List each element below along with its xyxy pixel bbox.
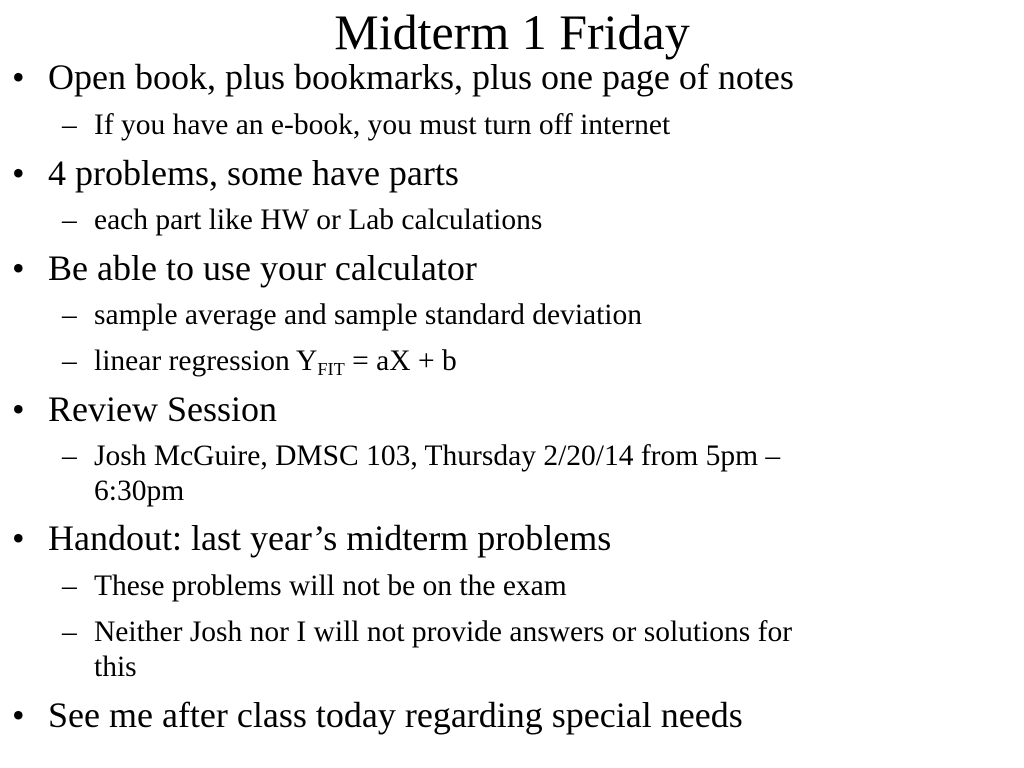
sub-item-no-answers-line1: Neither Josh nor I will not provide answers or solutions for bbox=[94, 616, 793, 648]
dash-icon: – bbox=[62, 440, 77, 472]
bullet-item-handout: Handout: last year’s midterm problems bbox=[48, 518, 612, 558]
bullet-item-review-session: Review Session bbox=[48, 389, 277, 429]
dash-icon: – bbox=[62, 345, 77, 377]
sub-item-sample-stats: sample average and sample standard deviation bbox=[94, 299, 642, 331]
sub-item-not-on-exam: These problems will not be on the exam bbox=[94, 570, 567, 602]
sub-item-review-details-line2: 6:30pm bbox=[94, 475, 185, 507]
bullet-icon: • bbox=[12, 518, 25, 558]
dash-icon: – bbox=[62, 299, 77, 331]
sub-item-no-answers-line2: this bbox=[94, 651, 137, 683]
bullet-icon: • bbox=[12, 248, 25, 288]
bullet-icon: • bbox=[12, 695, 25, 735]
dash-icon: – bbox=[62, 109, 77, 141]
bullet-icon: • bbox=[12, 153, 25, 193]
sub-item-part-calculations: each part like HW or Lab calculations bbox=[94, 204, 543, 236]
sub-item-review-details-line1: Josh McGuire, DMSC 103, Thursday 2/20/14 from 5pm – bbox=[94, 440, 781, 472]
bullet-icon: • bbox=[12, 57, 25, 97]
bullet-item-problems: 4 problems, some have parts bbox=[48, 153, 459, 193]
bullet-item-open-book: Open book, plus bookmarks, plus one page of notes bbox=[48, 57, 794, 97]
bullet-icon: • bbox=[12, 389, 25, 429]
regression-suffix: = aX + b bbox=[344, 345, 457, 377]
sub-item-linear-regression bbox=[94, 344, 457, 378]
regression-prefix: linear regression Y bbox=[94, 345, 318, 377]
sub-item-ebook: If you have an e-book, you must turn off internet bbox=[94, 109, 671, 141]
dash-icon: – bbox=[62, 616, 77, 648]
bullet-item-calculator: Be able to use your calculator bbox=[48, 248, 477, 288]
bullet-item-special-needs: See me after class today regarding special needs bbox=[48, 695, 743, 735]
dash-icon: – bbox=[62, 204, 77, 236]
regression-subscript: FIT bbox=[317, 359, 345, 380]
slide-title: Midterm 1 Friday bbox=[334, 4, 690, 60]
dash-icon: – bbox=[62, 570, 77, 602]
